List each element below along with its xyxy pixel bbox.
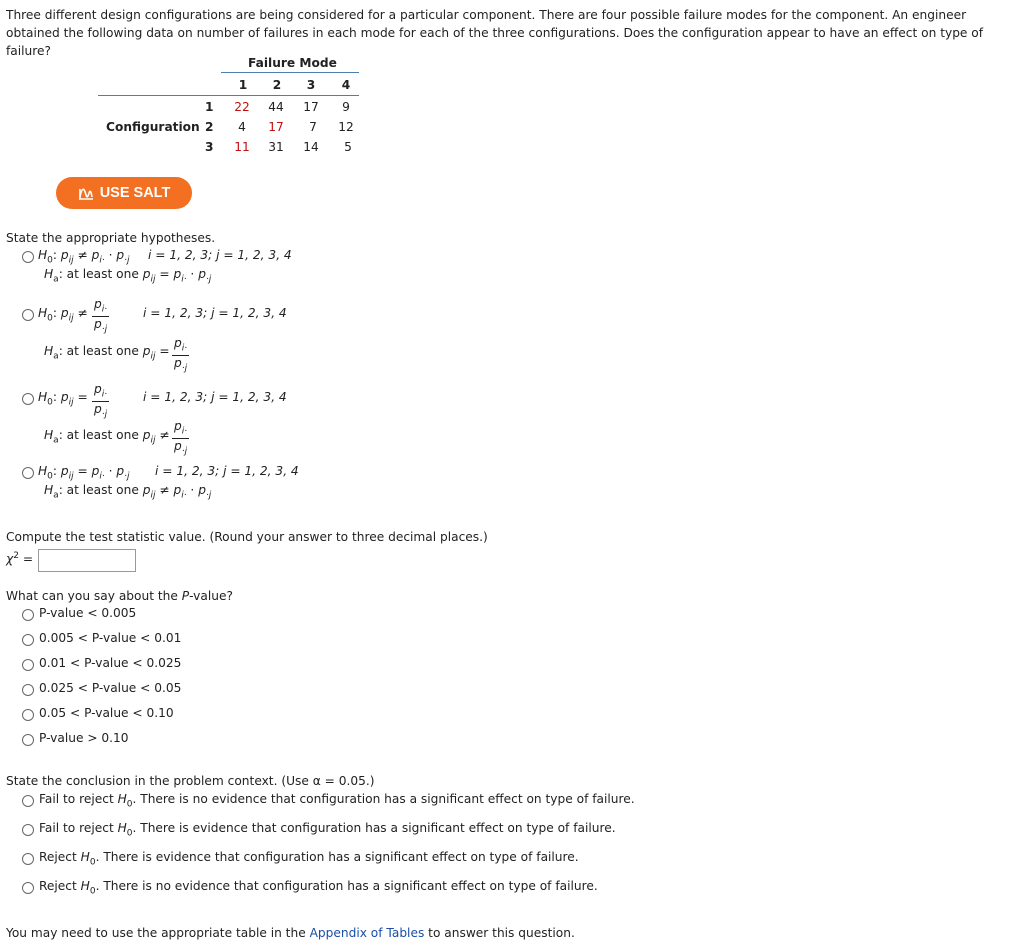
- pvalue-option-radio[interactable]: [22, 634, 34, 646]
- fraction: $\frac{p_{i\cdot}}{p_{\cdot j}}$: [174, 419, 188, 457]
- fraction: $\frac{p_{i\cdot}}{p_{\cdot j}}$: [94, 382, 108, 420]
- table-cell: 14: [303, 140, 319, 154]
- question-intro: Three different design configurations are being considered for a particular component. There are four possible failure modes for the component. An engineer obtained the following data on number of failures in each mode for each of the three configurations. Does the configuration appear to have an effect on type of failure?: [6, 8, 984, 58]
- conclusion-option-label: Reject $H_0$. There is no evidence that configuration has a significant effect on type of failure.: [39, 879, 598, 897]
- table-title: Failure Mode: [248, 56, 337, 70]
- chi-square-label: $\chi^2$ =: [6, 551, 34, 567]
- table-rule: [221, 72, 359, 73]
- conclusion-option-label: Fail to reject $H_0$. There is no evidence that configuration has a significant effect on type of failure.: [39, 792, 635, 810]
- hypothesis-option-c-ha: $H_a$: at least one $p_{ij}$ ≠: [44, 428, 170, 446]
- mode-header-1: 1: [238, 78, 248, 92]
- fraction: $\frac{p_{i\cdot}}{p_{\cdot j}}$: [94, 297, 108, 335]
- pvalue-option-label: P-value < 0.005: [39, 606, 137, 620]
- chi-square-input[interactable]: [38, 549, 136, 572]
- hypothesis-option-b-ha: $H_a$: at least one $p_{ij}$ =: [44, 344, 170, 362]
- table-cell: 17: [268, 120, 284, 134]
- pvalue-option-radio[interactable]: [22, 609, 34, 621]
- salt-chart-icon: [78, 185, 94, 201]
- index-text: i = 1, 2, 3; j = 1, 2, 3, 4: [143, 390, 287, 404]
- hypothesis-option-d-h0: $H_0$: $p_{ij} = p_{i\cdot} \cdot p_{\cdot j}$: [38, 464, 130, 482]
- table-cell: 7: [309, 120, 317, 134]
- mode-header-2: 2: [272, 78, 282, 92]
- table-cell: 44: [268, 100, 284, 114]
- hypothesis-option-d-radio[interactable]: [22, 467, 34, 479]
- row-number: 2: [205, 120, 214, 134]
- use-salt-button[interactable]: [56, 177, 192, 209]
- table-cell: 22: [234, 100, 250, 114]
- conclusion-option-radio[interactable]: [22, 795, 34, 807]
- pvalue-option-label: 0.025 < P-value < 0.05: [39, 681, 182, 695]
- use-salt-label: USE SALT: [99, 185, 171, 201]
- fraction: $\frac{p_{i\cdot}}{p_{\cdot j}}$: [174, 336, 188, 374]
- pvalue-option-label: 0.005 < P-value < 0.01: [39, 631, 182, 645]
- footer-note: You may need to use the appropriate table in the Appendix of Tables to answer this question.: [6, 926, 575, 940]
- pvalue-prompt: What can you say about the P-value?: [6, 589, 233, 603]
- hypothesis-option-c-radio[interactable]: [22, 393, 34, 405]
- table-cell: 12: [338, 120, 354, 134]
- pvalue-option-label: 0.01 < P-value < 0.025: [39, 656, 182, 670]
- hypothesis-option-a-ha: $H_a$: at least one $p_{ij} = p_{i\cdot} \cdot p_{\cdot j}$: [44, 267, 212, 285]
- row-number: 1: [205, 100, 214, 114]
- row-label: Configuration: [106, 120, 200, 134]
- pvalue-option-radio[interactable]: [22, 684, 34, 696]
- appendix-link[interactable]: Appendix of Tables: [309, 926, 425, 940]
- conclusion-option-label: Reject $H_0$. There is evidence that configuration has a significant effect on type of failure.: [39, 850, 579, 868]
- pvalue-option-radio[interactable]: [22, 734, 34, 746]
- table-cell: 5: [344, 140, 352, 154]
- conclusion-option-label: Fail to reject $H_0$. There is evidence that configuration has a significant effect on type of failure.: [39, 821, 616, 839]
- index-text: i = 1, 2, 3; j = 1, 2, 3, 4: [148, 248, 292, 262]
- pvalue-option-radio[interactable]: [22, 659, 34, 671]
- hypothesis-option-c-h0: $H_0$: $p_{ij}$ =: [38, 390, 88, 408]
- index-text: i = 1, 2, 3; j = 1, 2, 3, 4: [155, 464, 299, 478]
- table-cell: 9: [342, 100, 350, 114]
- row-number: 3: [205, 140, 214, 154]
- hypothesis-option-b-radio[interactable]: [22, 309, 34, 321]
- hypotheses-prompt: State the appropriate hypotheses.: [6, 231, 216, 245]
- pvalue-option-radio[interactable]: [22, 709, 34, 721]
- hypothesis-option-a-h0: $H_0$: $p_{ij} \ne p_{i\cdot} \cdot p_{\cdot j}$: [38, 248, 130, 266]
- table-rule: [98, 95, 359, 96]
- pvalue-option-label: P-value > 0.10: [39, 731, 129, 745]
- conclusion-option-radio[interactable]: [22, 853, 34, 865]
- pvalue-option-label: 0.05 < P-value < 0.10: [39, 706, 174, 720]
- conclusion-prompt: State the conclusion in the problem context. (Use α = 0.05.): [6, 774, 375, 788]
- mode-header-3: 3: [306, 78, 316, 92]
- test-stat-prompt: Compute the test statistic value. (Round your answer to three decimal places.): [6, 530, 488, 544]
- mode-header-4: 4: [341, 78, 351, 92]
- index-text: i = 1, 2, 3; j = 1, 2, 3, 4: [143, 306, 287, 320]
- table-cell: 4: [238, 120, 246, 134]
- conclusion-option-radio[interactable]: [22, 824, 34, 836]
- conclusion-option-radio[interactable]: [22, 882, 34, 894]
- hypothesis-option-d-ha: $H_a$: at least one $p_{ij} \ne p_{i\cdot} \cdot p_{\cdot j}$: [44, 483, 212, 501]
- hypothesis-option-a-radio[interactable]: [22, 251, 34, 263]
- table-cell: 11: [234, 140, 250, 154]
- hypothesis-option-b-h0: $H_0$: $p_{ij}$ ≠: [38, 306, 88, 324]
- table-cell: 17: [303, 100, 319, 114]
- table-cell: 31: [268, 140, 284, 154]
